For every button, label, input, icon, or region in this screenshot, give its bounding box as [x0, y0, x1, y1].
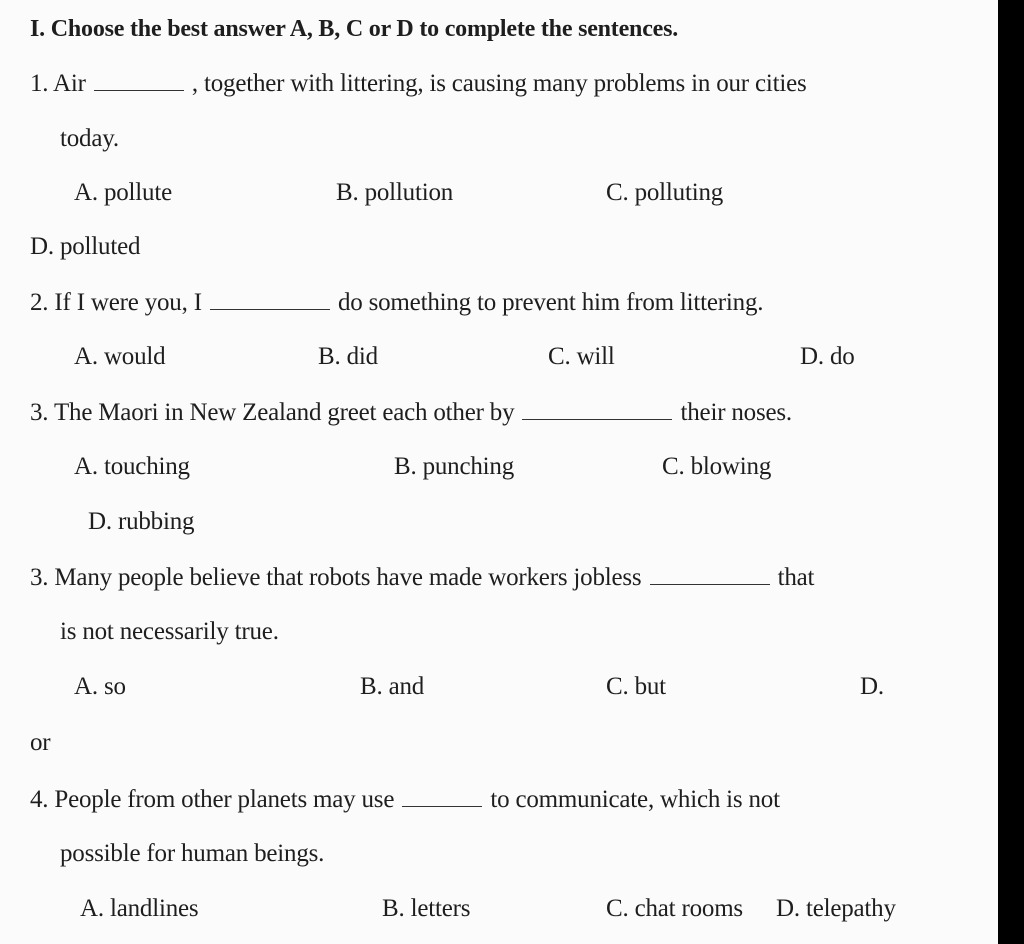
question-1-option-d[interactable]: D. polluted [30, 233, 141, 260]
question-1-before: 1. Air [30, 70, 86, 97]
question-2-text [30, 287, 763, 318]
question-1-blank[interactable] [94, 68, 184, 91]
question-3b-text [30, 562, 814, 593]
question-3b-option-c[interactable]: C. but [606, 673, 666, 700]
question-2-before: 2. If I were you, I [30, 289, 202, 316]
question-3a-after: their noses. [680, 399, 792, 426]
question-2-option-c[interactable]: C. will [548, 343, 615, 370]
question-3b-option-b[interactable]: B. and [360, 673, 425, 700]
question-3b-option-d[interactable]: D. [860, 673, 884, 700]
question-4-option-b[interactable]: B. letters [382, 895, 471, 922]
question-3a-option-c[interactable]: C. blowing [662, 453, 772, 480]
question-4-blank[interactable] [402, 784, 482, 807]
question-4-option-c[interactable]: C. chat rooms [606, 895, 743, 922]
question-4-option-d[interactable]: D. telepathy [776, 895, 896, 922]
question-4-option-a[interactable]: A. landlines [80, 895, 199, 922]
question-4-before: 4. People from other planets may use [30, 786, 395, 813]
question-3a-blank[interactable] [522, 397, 672, 420]
question-3b-blank[interactable] [650, 562, 770, 585]
question-3b-continuation: is not necessarily true. [60, 618, 279, 645]
question-2-option-b[interactable]: B. did [318, 343, 378, 370]
question-4-continuation: possible for human beings. [60, 840, 325, 867]
question-1-after: , together with littering, is causing many problems in our cities [191, 70, 807, 97]
question-2-blank[interactable] [210, 287, 330, 310]
question-2-option-a[interactable]: A. would [74, 343, 166, 370]
question-4-after: to communicate, which is not [490, 786, 780, 813]
question-3b-option-d-continuation: or [30, 729, 51, 756]
question-3a-text [30, 397, 792, 428]
question-1-continuation: today. [60, 125, 119, 152]
question-3b-after: that [777, 564, 815, 591]
question-3a-before: 3. The Maori in New Zealand greet each other by [30, 399, 515, 426]
question-2-option-d[interactable]: D. do [800, 343, 855, 370]
question-3a-option-b[interactable]: B. punching [394, 453, 515, 480]
question-1-option-a[interactable]: A. pollute [74, 179, 172, 206]
question-3b-before: 3. Many people believe that robots have made workers jobless [30, 564, 642, 591]
question-1-option-c[interactable]: C. polluting [606, 179, 724, 206]
question-3a-option-a[interactable]: A. touching [74, 453, 190, 480]
question-4-text [30, 784, 780, 815]
question-1-text [30, 68, 807, 99]
question-1-option-b[interactable]: B. pollution [336, 179, 454, 206]
question-3b-option-a[interactable]: A. so [74, 673, 126, 700]
question-2-after: do something to prevent him from littering. [337, 289, 764, 316]
question-3a-option-d[interactable]: D. rubbing [88, 508, 195, 535]
section-heading: I. Choose the best answer A, B, C or D to complete the sentences. [30, 16, 679, 42]
